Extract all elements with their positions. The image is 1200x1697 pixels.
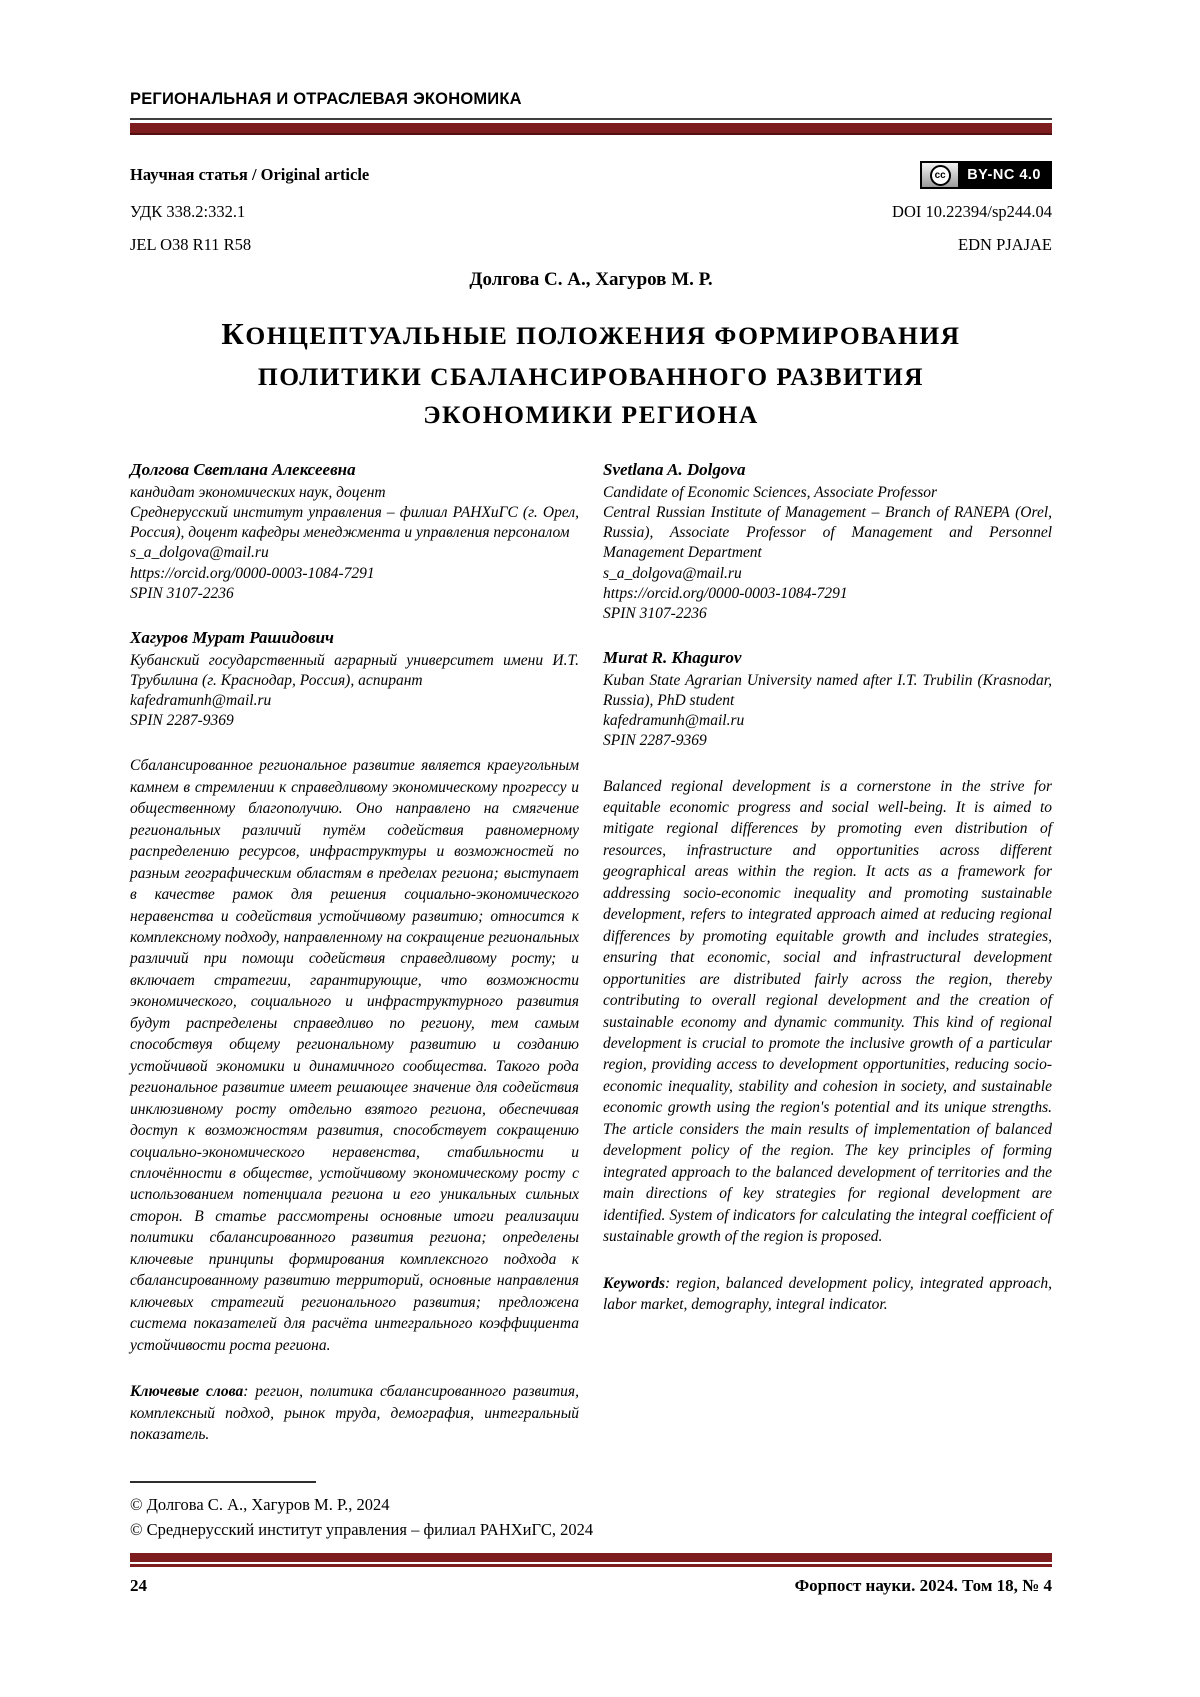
author-orcid[interactable]: https://orcid.org/0000-0003-1084-7291 <box>603 584 848 602</box>
author-bio-en-1 <box>603 460 1052 624</box>
author-spin: SPIN 3107-2236 <box>603 604 707 622</box>
keywords-russian <box>130 1381 579 1445</box>
title-line-1: КОНЦЕПТУАЛЬНЫЕ ПОЛОЖЕНИЯ ФОРМИРОВАНИЯ <box>221 316 961 351</box>
author-affiliation: Кубанский государственный аграрный университет имени И.Т. Трубилина (г. Краснодар, Россия), аспирант <box>130 651 579 689</box>
article-meta <box>130 161 1052 255</box>
author-affiliation: Среднерусский институт управления – филиал РАНХиГС (г. Орел, Россия), доцент кафедры менеджмента и управления персоналом <box>130 504 579 542</box>
author-affiliation: Central Russian Institute of Management – Branch of RANEPA (Orel, Russia), Associate Professor of Management and Personnel Management Department <box>603 504 1052 562</box>
abstract-english: Balanced regional development is a cornerstone in the strive for equitable economic progress and social well-being. It is aimed to mitigate regional differences by promoting even distribution of resources, infrastructure and opportunities across different geographical areas within the region. It acts as a framework for addressing socio-economic inequality and promoting sustainable development, refers to integrated approach aimed at reducing regional differences by promoting equitable growth and includes strategies, ensuring that economic, social and infrastructural development opportunities are distributed fairly across the region, thereby contributing to overall regional development and the creation of sustainable economy and dynamic community. This kind of regional development is crucial to promote the inclusive growth of a particular region, providing access to development opportunities, reducing socio-economic inequality, stability and cohesion in society, and sustainable economic growth using the region's potential and its unique strengths. The article considers the main results of implementation of balanced development policy of the region. The key principles of forming integrated approach to the balanced development of territories and the main directions of key strategies for regional development are identified. System of indicators for calculating the integral coefficient of sustainable growth of the region is proposed. <box>603 777 1052 1246</box>
author-credentials: Candidate of Economic Sciences, Associate Professor <box>603 484 938 501</box>
column-english <box>603 460 1052 1445</box>
footer-red-bar <box>130 1553 1052 1562</box>
author-email[interactable]: kafedramunh@mail.ru <box>130 692 272 710</box>
author-email[interactable]: s_a_dolgova@mail.ru <box>603 564 742 582</box>
author-email[interactable]: kafedramunh@mail.ru <box>603 712 745 730</box>
footer-red-line <box>130 1564 1052 1567</box>
running-head: РЕГИОНАЛЬНАЯ И ОТРАСЛЕВАЯ ЭКОНОМИКА <box>130 90 522 108</box>
author-bio-en-2 <box>603 648 1052 752</box>
doi-code: DOI 10.22394/sp244.04 <box>892 202 1052 221</box>
page-footer <box>130 1553 1052 1596</box>
author-affiliation: Kuban State Agrarian University named after I.T. Trubilin (Krasnodar, Russia), PhD student <box>603 671 1052 710</box>
author-orcid[interactable]: https://orcid.org/0000-0003-1084-7291 <box>130 564 375 582</box>
author-credentials: кандидат экономических наук, доцент <box>130 484 386 501</box>
keywords-text: : region, balanced development policy, integrated approach, labor market, demography, integral indicator. <box>603 1274 1052 1313</box>
footnote-rule <box>130 1481 316 1483</box>
copyright-line-1: © Долгова С. А., Хагуров М. Р., 2024 <box>130 1495 390 1514</box>
abstract-russian: Сбалансированное региональное развитие является краеугольным камнем в стремлении к справедливому экономическому прогрессу и общественному благополучию. Оно направлено на смягчение региональных различий путём содействия равномерному распределению ресурсов, инфраструктуры и возможностей по разным географическим областям в пределах региона; выступает в качестве рамок для решения социально-экономического неравенства и содействия устойчивому развитию; относится к комплексному подходу, направленному на сокращение региональных различий при помощи содействия справедливому росту; и включает стратегии, гарантирующие, что возможности экономического, социального и инфраструктурного развития будут распределены справедливо по региону, тем самым способствуя общему региональному развитию и созданию устойчивой экономики и динамичного сообщества. Такого рода региональное развитие имеет решающее значение для содействия инклюзивному росту отдельно взятого региона, обеспечивая доступ к возможностям развития, способствует сокращению социально-экономического неравенства, стабильности и сплочённости в обществе, устойчивому экономическому росту с использованием потенциала региона и его уникальных сильных сторон. В статье рассмотрены основные итоги реализации политики сбалансированного развития региона; определены ключевые принципы формирования комплексного подхода к сбалансированному развитию территорий, основные направления ключевых стратегий регионального развития; предложена система показателей для расчёта интегрального коэффициента устойчивости роста региона. <box>130 757 579 1354</box>
title-line-3: ЭКОНОМИКИ РЕГИОНА <box>423 399 759 429</box>
author-name: Хагуров Мурат Рашидович <box>130 627 334 647</box>
keywords-text: : регион, политика сбалансированного развития, комплексный подход, рынок труда, демография, интегральный показатель. <box>130 1383 579 1443</box>
keywords-label: Ключевые слова <box>130 1383 244 1401</box>
edn-code: EDN PJAJAE <box>958 235 1052 254</box>
author-name: Svetlana A. Dolgova <box>603 460 746 479</box>
column-russian <box>130 460 579 1445</box>
authors-line: Долгова С. А., Хагуров М. Р. <box>469 269 713 290</box>
keywords-english <box>603 1273 1052 1316</box>
header-red-bar <box>130 123 1052 135</box>
author-name: Долгова Светлана Алексеевна <box>130 460 356 479</box>
page-number: 24 <box>130 1575 147 1595</box>
copyright-block <box>130 1481 1052 1543</box>
keywords-label: Keywords <box>603 1274 665 1292</box>
udc-code: УДК 338.2:332.1 <box>130 202 246 221</box>
cc-license-badge[interactable] <box>920 161 1052 189</box>
cc-license-label: BY-NC 4.0 <box>967 167 1041 183</box>
author-bio-ru-2 <box>130 628 579 732</box>
copyright-line-2: © Среднерусский институт управления – филиал РАНХиГС, 2024 <box>130 1519 594 1539</box>
title-line-2: ПОЛИТИКИ СБАЛАНСИРОВАННОГО РАЗВИТИЯ <box>257 361 925 391</box>
two-column-block <box>130 460 1052 1445</box>
author-email[interactable]: s_a_dolgova@mail.ru <box>130 544 269 562</box>
author-bio-ru-1 <box>130 460 579 604</box>
author-name: Murat R. Khagurov <box>603 647 742 667</box>
author-spin: SPIN 2287-9369 <box>130 712 234 730</box>
cc-icon: cc <box>922 163 958 187</box>
article-type-label: Научная статья / Original article <box>130 165 370 184</box>
article-title <box>130 311 1052 434</box>
jel-code: JEL O38 R11 R58 <box>130 235 252 254</box>
journal-reference: Форпост науки. 2024. Том 18, № 4 <box>794 1575 1052 1595</box>
author-spin: SPIN 2287-9369 <box>603 732 707 750</box>
author-spin: SPIN 3107-2236 <box>130 584 234 602</box>
